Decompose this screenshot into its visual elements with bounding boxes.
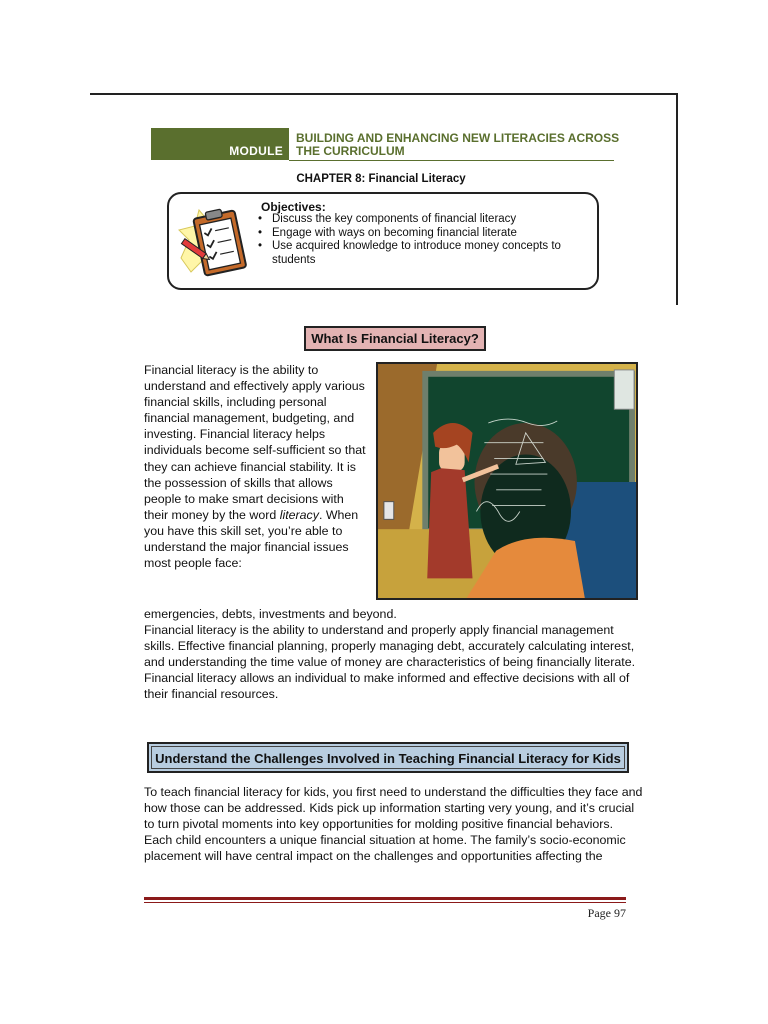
objectives-list (258, 213, 588, 267)
objective-item: • Discuss the key components of financial literacy (258, 213, 588, 227)
module-label-box (151, 128, 289, 160)
clipboard-icon (175, 200, 255, 284)
module-title: BUILDING AND ENHANCING NEW LITERACIES ACROSS THE CURRICULUM (296, 131, 620, 158)
top-rule (90, 93, 678, 95)
body-paragraph: Financial literacy allows an individual to make informed and effective decisions with all of their financial resources. (144, 671, 630, 702)
section-heading-challenges-text: Understand the Challenges Involved in Teaching Financial Literacy for Kids (151, 746, 625, 769)
footer-rule (144, 897, 626, 900)
objectives-title: Objectives: (261, 200, 326, 214)
module-underline (289, 160, 614, 161)
objective-item: • Use acquired knowledge to introduce money concepts to students (258, 240, 588, 267)
body-paragraph: Each child encounters a unique financial situation at home. The family’s socio-economic placement will have central impact on the challenges and opportunities affecting the (144, 833, 626, 864)
body-paragraph: To teach financial literacy for kids, you first need to understand the difficulties they face and how those can be addressed. Kids pick up information starting very young, and it’s crucial to turn pivotal moments into key opportunities for molding positive financial behaviors. (144, 785, 643, 832)
page-number: Page 97 (587, 906, 626, 920)
section2-paragraphs (144, 784, 644, 864)
section-heading-what-is: What Is Financial Literacy? (304, 326, 486, 351)
section-heading-challenges (147, 742, 629, 773)
intro-paragraph (144, 362, 366, 571)
intro-text-2: . When you have this skill set, you’re able to understand the major financial issues most people face: (144, 507, 359, 571)
right-rule (676, 93, 678, 305)
module-label: MODULE (229, 144, 283, 158)
footer-rule-thin (144, 902, 626, 903)
objective-item: • Engage with ways on becoming financial literate (258, 227, 588, 241)
body-paragraph: emergencies, debts, investments and beyond. (144, 607, 397, 621)
intro-italic-word: literacy (279, 507, 319, 522)
section1-paragraphs (144, 606, 644, 703)
chapter-title: CHAPTER 8: Financial Literacy (296, 173, 466, 185)
teacher-chalkboard-illustration (376, 362, 638, 600)
body-paragraph: Financial literacy is the ability to understand and properly apply financial management skills. Effective financial planning, properly managing debt, accurately calculating interest, and understanding the time value of money are characteristics of being financially literate. (144, 623, 636, 670)
intro-text-1: Financial literacy is the ability to understand and effectively apply various financial skills, including personal financial management, budgeting, and investing. Financial literacy helps individuals become self-sufficient so that they can achieve financial stability. It is the possession of skills that allows people to make smart decisions with their money by the word (144, 363, 366, 522)
